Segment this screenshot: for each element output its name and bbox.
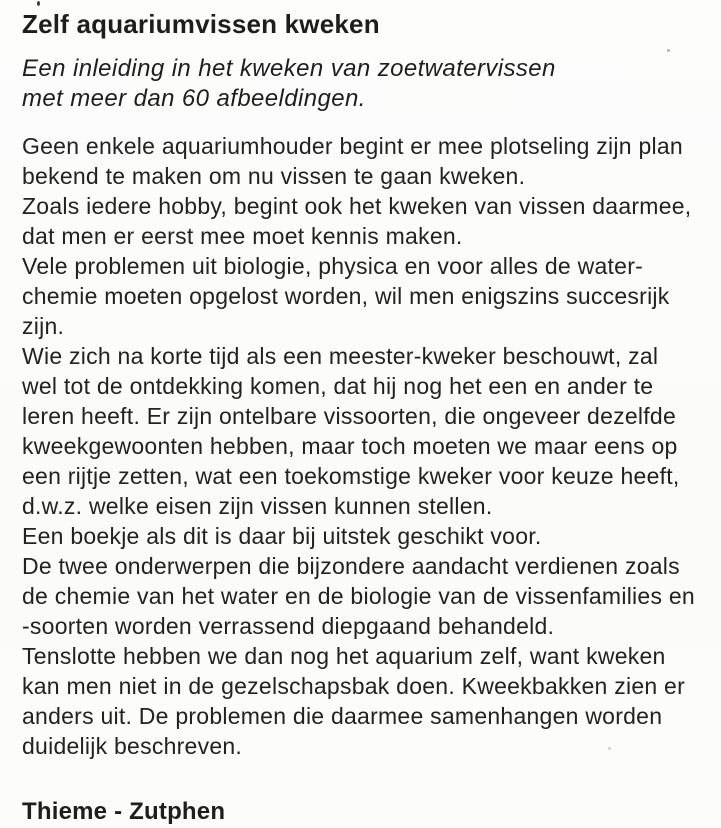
body-line: -soorten worden verrassend diepgaand behandeld.	[22, 613, 555, 639]
body-line: kan men niet in de gezelschapsbak doen. Kweekbakken zien er	[22, 673, 685, 699]
body-line: De twee onderwerpen die bijzondere aandacht verdienen zoals	[22, 553, 680, 579]
body-line: chemie moeten opgelost worden, wil men enigszins succesrijk	[22, 283, 670, 309]
body-line: bekend te maken om nu vissen te gaan kweken.	[22, 163, 526, 189]
subtitle-line-2: met meer dan 60 afbeeldingen.	[22, 85, 366, 112]
body-line: duidelijk beschreven.	[22, 733, 243, 759]
body-line: wel tot de ontdekking komen, dat hij nog het een en ander te	[22, 373, 654, 399]
book-title: Zelf aquariumvissen kweken	[22, 9, 380, 39]
book-subtitle	[22, 54, 713, 114]
body-line: d.w.z. welke eisen zijn vissen kunnen stellen.	[22, 493, 493, 519]
body-text	[22, 131, 713, 761]
body-line: dat men er eerst mee moet kennis maken.	[22, 223, 463, 249]
subtitle-line-1: Een inleiding in het kweken van zoetwatervissen	[22, 55, 556, 82]
body-line: kweekgewoonten hebben, maar toch moeten we maar eens op	[22, 433, 678, 459]
publisher-imprint: Thieme - Zutphen	[22, 798, 226, 825]
body-line: de chemie van het water en de biologie van de vissenfamilies en	[22, 583, 695, 609]
scan-speck	[351, 269, 354, 272]
body-line: anders uit. De problemen die daarmee samenhangen worden	[22, 703, 663, 729]
scan-speck	[608, 747, 611, 750]
body-line: Zoals iedere hobby, begint ook het kweken van vissen daarmee,	[22, 193, 692, 219]
body-line: Geen enkele aquariumhouder begint er mee plotseling zijn plan	[22, 133, 683, 159]
scan-speck	[667, 49, 670, 52]
body-line: Wie zich na korte tijd als een meester-kweker beschouwt, zal	[22, 343, 659, 369]
body-line: Vele problemen uit biologie, physica en voor alles de water-	[22, 253, 644, 279]
scan-speck	[37, 1, 40, 6]
body-line: Een boekje als dit is daar bij uitstek geschikt voor.	[22, 523, 542, 549]
body-line: Tenslotte hebben we dan nog het aquarium zelf, want kweken	[22, 643, 666, 669]
body-line: een rijtje zetten, wat een toekomstige kweker voor keuze heeft,	[22, 463, 680, 489]
body-line: leren heeft. Er zijn ontelbare vissoorten, die ongeveer dezelfde	[22, 403, 677, 429]
body-line: zijn.	[22, 313, 65, 339]
